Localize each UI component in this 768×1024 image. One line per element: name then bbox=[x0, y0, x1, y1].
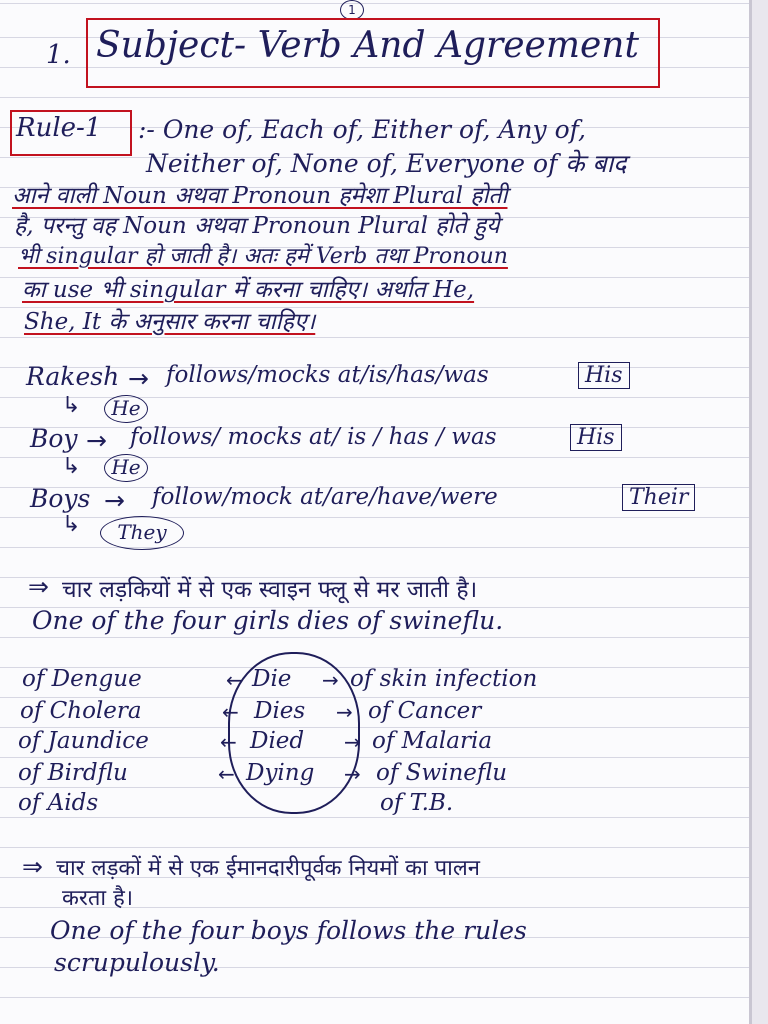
example-1-hook-arrow: ↳ bbox=[62, 393, 81, 418]
example-2-hook-arrow: ↳ bbox=[62, 454, 81, 479]
rule-line-7: She, It के अनुसार करना चाहिए। bbox=[24, 309, 316, 335]
disease-left-item: of Jaundice bbox=[18, 728, 149, 754]
rule-line-6: का use भी singular में करना चाहिए। अर्थात He, bbox=[22, 277, 475, 303]
sentence-2-hindi-line-2: करता है। bbox=[62, 886, 134, 911]
rule-line-4: है, परन्तु वह Noun अथवा Pronoun Plural होते हुये bbox=[14, 213, 500, 239]
notebook-page: 1 1. Subject- Verb And Agreement Rule-1 :- One of, Each of, Either of, Any of, Neither of, None of, Everyone of के बाद आने वाली Noun अथवा Pronoun हमेशा Plural होती है, परन्तु वह Noun अथवा Pronoun Plural होते हुये भी singular हो जाती है। अतः हमें Verb तथा Pronoun का use भी singular में करना चाहिए। अर्थात He, She, It के अनुसार करना चाहिए। Rakesh → follows/mocks at/is/has/was His ↳ He Boy → follows/ mocks at/ is / has / was His ↳ He Boys → follow/mock at/are/have/were Their ↳ They ⇒ चार लड़कियों में से एक स्वाइन फ्लू से मर जाती है। One of the four girls dies of swineflu. of Dengue of Cholera of Jaundice of Birdflu of Aids ← Die ← Dies ← Died ← Dying → of skin infection → of Cancer → of Malaria → of Swineflu of T.B. ⇒ चार लड़कों में से एक ईमानदारीपूर्वक नियमों का पालन करता है। One of the four boys follows the rules scrupulously. bbox=[0, 0, 752, 1024]
disease-left-item: of Cholera bbox=[20, 698, 142, 724]
rule-line-2: Neither of, None of, Everyone of के बाद bbox=[146, 149, 627, 178]
example-1-verbs: follows/mocks at/is/has/was bbox=[166, 362, 489, 388]
example-3-pronoun: They bbox=[100, 516, 184, 550]
example-1-arrow: → bbox=[128, 364, 149, 393]
disease-left-item: of Aids bbox=[18, 790, 99, 816]
verb-form: Die bbox=[252, 666, 292, 692]
sentence-2-english-line-1: One of the four boys follows the rules bbox=[50, 916, 527, 945]
example-2-subject: Boy bbox=[30, 424, 78, 453]
example-1-pronoun: He bbox=[104, 395, 148, 423]
implies-arrow-1: ⇒ bbox=[28, 572, 49, 601]
rule-line-5: भी singular हो जाती है। अतः हमें Verb तथा Pronoun bbox=[18, 244, 508, 269]
example-2-possessive: His bbox=[570, 424, 622, 451]
example-3-hook-arrow: ↳ bbox=[62, 512, 81, 537]
rule-line-3: आने वाली Noun अथवा Pronoun हमेशा Plural होती bbox=[12, 183, 508, 209]
verb-form: Dies bbox=[254, 698, 306, 724]
page-title: Subject- Verb And Agreement bbox=[96, 25, 639, 66]
heading-number: 1. bbox=[46, 40, 71, 70]
example-3-arrow: → bbox=[104, 486, 125, 515]
disease-left-item: of Birdflu bbox=[18, 760, 128, 786]
example-3-subject: Boys bbox=[30, 484, 91, 513]
disease-right-item: of Swineflu bbox=[376, 760, 508, 786]
example-2-arrow: → bbox=[86, 426, 107, 455]
disease-left-item: of Dengue bbox=[22, 666, 142, 692]
disease-right-item: of Cancer bbox=[368, 698, 482, 724]
disease-right-item: of Malaria bbox=[372, 728, 493, 754]
sentence-1-hindi: चार लड़कियों में से एक स्वाइन फ्लू से मर जाती है। bbox=[62, 577, 478, 603]
example-3-verbs: follow/mock at/are/have/were bbox=[152, 484, 498, 510]
implies-arrow-2: ⇒ bbox=[22, 852, 43, 881]
rule-line-1: :- One of, Each of, Either of, Any of, bbox=[138, 115, 586, 144]
verb-form: Dying bbox=[246, 760, 315, 786]
disease-right-item: of skin infection bbox=[350, 666, 538, 692]
page-number: 1 bbox=[340, 0, 364, 20]
example-3-possessive: Their bbox=[622, 484, 695, 511]
example-2-verbs: follows/ mocks at/ is / has / was bbox=[130, 424, 497, 450]
sentence-2-hindi-line-1: चार लड़कों में से एक ईमानदारीपूर्वक नियमों का पालन bbox=[56, 856, 480, 881]
example-1-possessive: His bbox=[578, 362, 630, 389]
example-1-subject: Rakesh bbox=[26, 362, 120, 391]
sentence-2-english-line-2: scrupulously. bbox=[54, 948, 220, 977]
rule-label: Rule-1 bbox=[16, 113, 102, 143]
disease-right-item: of T.B. bbox=[380, 790, 454, 816]
example-2-pronoun: He bbox=[104, 454, 148, 482]
verb-form: Died bbox=[250, 728, 305, 754]
sentence-1-english: One of the four girls dies of swineflu. bbox=[32, 606, 504, 635]
